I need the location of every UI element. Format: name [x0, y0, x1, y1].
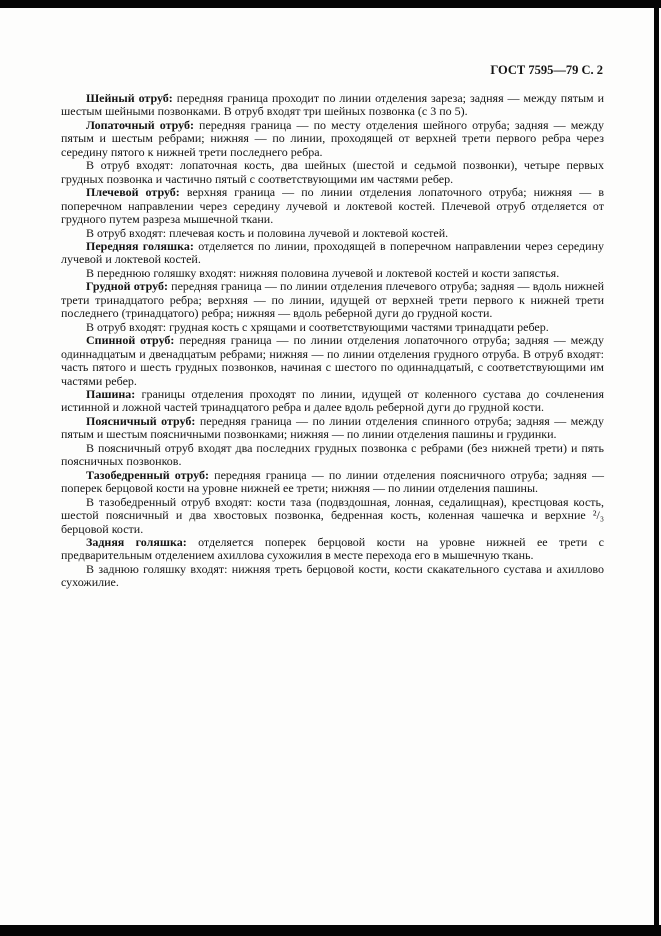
- paragraph: В отруб входят: лопаточная кость, два шейных (шестой и седьмой позвонки), четыре первых грудных позвонка и частично пятый с соответствующими им частями ребер.: [61, 158, 604, 186]
- paragraph-term: Шейный отруб:: [86, 91, 173, 105]
- paragraph-term: Спинной отруб:: [86, 333, 175, 348]
- paragraph-term: Задняя голяшка:: [86, 534, 187, 549]
- paragraph: Передняя голяшка: отделяется по линии, проходящей в поперечном направлении через середину лучевой и локтевой костей.: [61, 238, 605, 267]
- paragraph-term: Плечевой отруб:: [86, 185, 180, 200]
- paragraph: В поясничный отруб входят два последних грудных позвонка с ребрами (без нижней трети) и пять поясничных позвонков.: [61, 440, 604, 469]
- paragraph: Шейный отруб: передняя граница проходит по линии отделения зареза; задняя — между пятым и шестым шейными позвонками. В отруб входят три шейных позвонка (с 3 по 5).: [61, 91, 604, 119]
- paragraph-term: Пашина:: [86, 386, 136, 401]
- paragraph: В переднюю голяшку входят: нижняя половина лучевой и локтевой костей и кости запястья.: [86, 265, 560, 280]
- paragraph: В отруб входят: грудная кость с хрящами и соответствующими частями тринадцати ребер.: [86, 319, 549, 334]
- paragraph: Тазобедренный отруб: передняя граница — по линии отделения поясничного отруба; задняя — поперек берцовой кости на уровне нижней ее трети; нижняя — по линии отделения пашины.: [61, 467, 604, 496]
- paragraph-term: Лопаточный отруб:: [86, 117, 194, 132]
- paragraph: Задняя голяшка: отделяется поперек берцовой кости на уровне нижней ее трети с предварительным отделением ахиллова сухожилия в месте перехода его в мышечную ткань.: [61, 534, 604, 563]
- page-header: ГОСТ 7595—79 С. 2: [490, 63, 603, 77]
- paragraph: Грудной отруб: передняя граница — по линии отделения плечевого отруба; задняя — вдоль нижней трети тринадцатого ребра; верхняя — по линии, идущей от верхней трети первого к нижней трети последнего (тринадцатого) ребра; нижняя — вдоль реберной дуги до грудной кости.: [61, 279, 605, 321]
- scan-edge-bottom: [0, 925, 661, 936]
- paragraph: Лопаточный отруб: передняя граница — по месту отделения шейного отруба; задняя — между пятым и шестым ребрами; нижняя — по линии, проходящей от верхней трети первого ребра через середину пятого к нижней трети последнего ребра.: [61, 117, 605, 159]
- paragraph: Пашина: границы отделения проходят по линии, идущей от коленного сустава до сочленения истинной и ложной частей тринадцатого ребра и далее вдоль реберной дуги до грудной кости.: [61, 386, 604, 415]
- paragraph: Плечевой отруб: верхняя граница — по линии отделения лопаточного отруба; нижняя — в поперечном направлении через середину лучевой и локтевой костей. Плечевой отруб отделяется от грудного путем разреза мышечной ткани.: [61, 185, 604, 227]
- scan-edge-right: [654, 0, 659, 936]
- paragraph: Спинной отруб: передняя граница — по линии отделения лопаточного отруба; задняя — между одиннадцатым и двенадцатым ребрами; нижняя — по линии отделения грудного отруба. В отруб входят: часть пятого и шесть грудных позвонков, начиная с шестого по одиннадцатый, с соответствующими им частями ребер.: [61, 333, 604, 388]
- paragraph-term: Тазобедренный отруб:: [86, 467, 210, 482]
- paragraph: В заднюю голяшку входят: нижняя треть берцовой кости, кости скакательного сустава и ахиллово сухожилие.: [61, 561, 604, 590]
- paragraph-term: Передняя голяшка:: [86, 238, 194, 253]
- paragraph: Поясничный отруб: передняя граница — по линии отделения спинного отруба; задняя — между пятым и шестым поясничными позвонками; нижняя — по линии отделения пашины и грудинки.: [61, 413, 605, 442]
- paragraph: В тазобедренный отруб входят: кости таза (подвздошная, лонная, седалищная), крестцовая кость, шестой поясничный и два хвостовых позвонка, бедренная кость, коленная чашечка и верхние ²/₃ берцовой кости.: [61, 494, 604, 536]
- paragraph-term: Поясничный отруб:: [86, 413, 196, 428]
- paragraph-term: Грудной отруб:: [86, 279, 168, 294]
- document-body: [61, 92, 604, 590]
- scan-edge-top: [0, 0, 661, 8]
- paragraph: В отруб входят: плечевая кость и половина лучевой и локтевой костей.: [86, 225, 449, 240]
